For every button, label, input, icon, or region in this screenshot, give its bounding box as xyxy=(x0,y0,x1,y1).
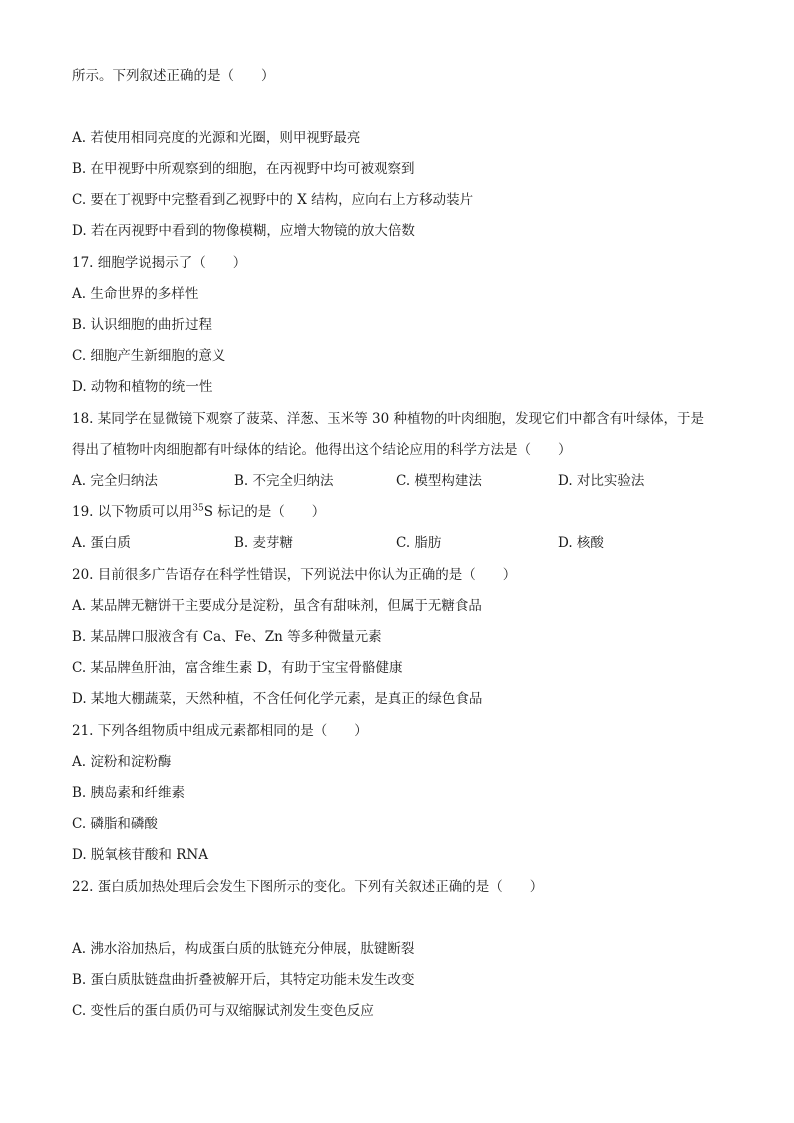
q20-option-b: B. 某品牌口服液含有 Ca、Fe、Zn 等多种微量元素 xyxy=(72,629,382,645)
q19-option-c: C. 脂肪 xyxy=(396,535,442,551)
q19-stem-pre: 19. 以下物质可以用 xyxy=(72,504,193,520)
q16-stem: 所示。下列叙述正确的是（ ） xyxy=(72,68,275,84)
q18-option-c: C. 模型构建法 xyxy=(396,473,482,489)
q21-option-c: C. 磷脂和磷酸 xyxy=(72,816,158,832)
q20-option-d: D. 某地大棚蔬菜，天然种植，不含任何化学元素，是真正的绿色食品 xyxy=(72,691,483,707)
q17-option-d: D. 动物和植物的统一性 xyxy=(72,379,213,395)
q17-option-b: B. 认识细胞的曲折过程 xyxy=(72,317,213,333)
q19-isotope-mass: 35 xyxy=(192,503,204,514)
q18-option-d: D. 对比实验法 xyxy=(558,473,645,489)
q20-stem: 20. 目前很多广告语存在科学性错误，下列说法中你认为正确的是（ ） xyxy=(72,567,517,583)
q18-stem-line1: 18. 某同学在显微镜下观察了菠菜、洋葱、玉米等 30 种植物的叶肉细胞，发现它们中都含有叶绿体，于是 xyxy=(72,411,705,427)
q16-option-d: D. 若在丙视野中看到的物像模糊，应增大物镜的放大倍数 xyxy=(72,223,415,239)
q19-stem xyxy=(72,502,325,522)
q19-option-d: D. 核酸 xyxy=(558,535,604,551)
q21-option-a: A. 淀粉和淀粉酶 xyxy=(72,754,172,770)
q19-option-a: A. 蛋白质 xyxy=(72,535,131,551)
q16-option-a: A. 若使用相同亮度的光源和光圈，则甲视野最亮 xyxy=(72,130,361,146)
q21-option-b: B. 胰岛素和纤维素 xyxy=(72,785,186,801)
q21-option-d: D. 脱氧核苷酸和 RNA xyxy=(72,847,208,863)
q19-option-b: B. 麦芽糖 xyxy=(234,535,294,551)
q18-option-b: B. 不完全归纳法 xyxy=(234,473,334,489)
q17-option-a: A. 生命世界的多样性 xyxy=(72,286,199,302)
q20-option-c: C. 某品牌鱼肝油，富含维生素 D，有助于宝宝骨骼健康 xyxy=(72,660,403,676)
q17-stem: 17. 细胞学说揭示了（ ） xyxy=(72,255,247,271)
q22-option-c: C. 变性后的蛋白质仍可与双缩脲试剂发生变色反应 xyxy=(72,1003,374,1019)
q16-option-b: B. 在甲视野中所观察到的细胞，在丙视野中均可被观察到 xyxy=(72,161,415,177)
q21-stem: 21. 下列各组物质中组成元素都相同的是（ ） xyxy=(72,723,368,739)
q22-option-a: A. 沸水浴加热后，构成蛋白质的肽链充分伸展，肽键断裂 xyxy=(72,941,415,957)
q20-option-a: A. 某品牌无糖饼干主要成分是淀粉，虽含有甜味剂，但属于无糖食品 xyxy=(72,598,482,614)
q22-option-b: B. 蛋白质肽链盘曲折叠被解开后，其特定功能未发生改变 xyxy=(72,972,415,988)
q16-option-c: C. 要在丁视野中完整看到乙视野中的 X 结构，应向右上方移动装片 xyxy=(72,192,474,208)
q19-stem-post: S 标记的是（ ） xyxy=(203,504,326,520)
q22-stem: 22. 蛋白质加热处理后会发生下图所示的变化。下列有关叙述正确的是（ ） xyxy=(72,879,544,895)
q17-option-c: C. 细胞产生新细胞的意义 xyxy=(72,348,226,364)
q18-option-a: A. 完全归纳法 xyxy=(72,473,158,489)
q18-stem-line2: 得出了植物叶肉细胞都有叶绿体的结论。他得出这个结论应用的科学方法是（ ） xyxy=(72,442,572,458)
